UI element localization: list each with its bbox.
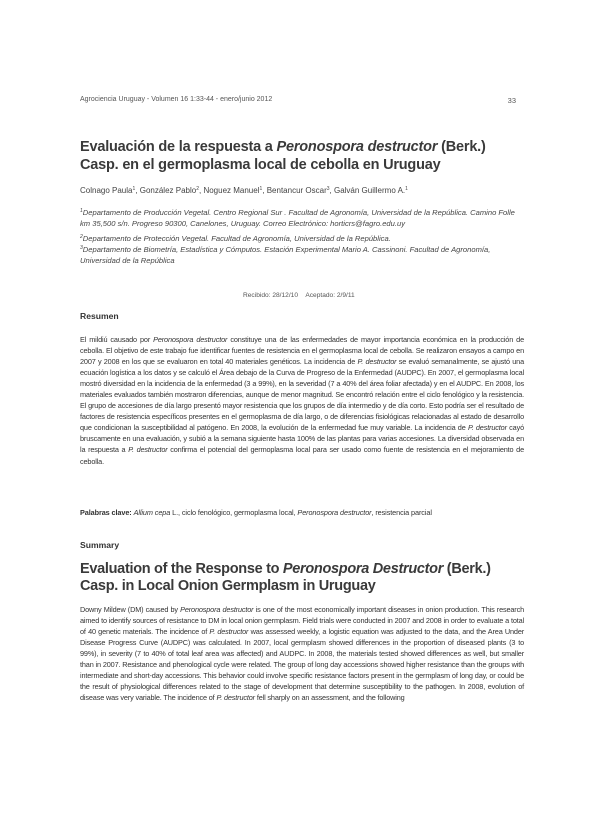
author: González Pablo — [139, 186, 197, 195]
author-sup: 1 — [259, 186, 263, 192]
affiliation-text: Departamento de Protección Vegetal. Facultad de Agronomía, Universidad de la República. — [82, 234, 391, 243]
article-title-english — [80, 561, 525, 595]
species-name: P. destructor — [467, 423, 507, 433]
keyword: , resistencia parcial — [371, 508, 432, 517]
title-text: (Berk.) Casp. en el germoplasma local de cebolla en Uruguay — [80, 139, 486, 173]
page-number: 33 — [507, 96, 516, 105]
summary-heading: Summary — [80, 540, 120, 550]
species-name: P. destructor — [209, 627, 249, 637]
author: Noguez Manuel — [203, 186, 260, 195]
running-head: Agrociencia Uruguay - Volumen 16 1:33-44 - enero/junio 2012 — [80, 96, 273, 103]
text-run: se evaluó semanalmente, se ajustó una ecuación logística a los datos y se calculó el Área debajo de la Curva de Progreso de la Enfermedad (AUDPC). En 2007, el germoplasma local mostró diversidad en la incidencia de la enfermedad (3 a 99%), en la severidad (7 a 40% del área foliar afectada) y en el AUDPC. En 2008, los materiales evaluados también mostraron diferencias, aunque de menor magnitud. Se encontró relación entre el ciclo fenológico y la resistencia. El grupo de accesiones de día largo presentó mayor resistencia que los grupos de día intermedio y de día corto. Esto podría ser el resultado de factores de resistencia específicos presentes en el germoplasma de día largo, o de diferencias fisiológicas relacionadas al estado de desarrollo que condicionan la susceptibilidad al patógeno. En 2008, la evolución de la enfermedad fue muy variable. La incidencia de — [80, 357, 524, 433]
author-sup: 2 — [196, 186, 199, 192]
title-text: (Berk.) Casp. in Local Onion Germplasm in Uruguay — [80, 561, 491, 594]
author: Galván Guillermo A. — [333, 186, 406, 195]
author-sup: 1 — [132, 186, 136, 192]
text-run: is one of the most economically important diseases in onion production. This research aimed to identify sources of resistance to DM in local onion germplasm. Field trials were conducted in 2007 and 2008 in order to evaluate a total of 40 genetic materials. The incidence of — [80, 605, 524, 637]
species-name: P. destructor — [357, 357, 397, 367]
received-accepted-dates — [243, 292, 355, 299]
affiliation-text: Departamento de Producción Vegetal. Centro Regional Sur . Facultad de Agronomía, Universidad de la República. Camino Folle km 35,500 s/n. Progreso 90300, Canelones, Uruguay. Correo Electrónico: horticrs@fagro.edu.uy — [80, 208, 515, 228]
title-text: Evaluation of the Response to — [80, 561, 283, 577]
resumen-paragraph — [80, 334, 524, 467]
text-run: was assessed weekly, a logistic equation was adjusted to the data, and the Area Under Disease Progress Curve (AUDPC) was calculated. In 2007, local germplasm showed differences in the proportion of diseased plants (3 to 99%), in severity (7 to 40% of total leaf area was affected) and AUDPC. In 2008, the materials tested showed differences as well, but smaller than in 2007. Resistance and phenological cycle were related. The group of long day accessions showed higher resistance than the groups with intermediate and short-day accessions. This behavior could involve specific resistance factors present in the germplasm of long day, or could be the result of physiological differences related to the stage of development that determine susceptibility to the pathogen. In 2008, evolution of disease was very variable. The incidence of — [80, 627, 525, 703]
author-sup: 3 — [326, 186, 330, 192]
author: Bentancur Oscar — [266, 186, 327, 195]
accepted-date: Aceptado: 2/9/11 — [305, 292, 355, 299]
species-name: Peronospora destructor — [153, 335, 228, 344]
keyword: Allium cepa — [133, 508, 171, 517]
text-run: constituye una de las enfermedades de mayor importancia económica en la producción de cebolla. El objetivo de este trabajo fue identificar fuentes de resistencia en el germoplasma local de cebolla. Se realizaron ensayos a campo en 2007 y 2008 en los que se evaluaron en total 40 materiales genéticos. La incidencia de — [80, 335, 524, 367]
affiliation-2 — [80, 234, 520, 245]
summary-paragraph — [80, 604, 524, 703]
species-name: P. destructor — [128, 445, 168, 455]
received-date: Recibido: 28/12/10 — [243, 292, 298, 299]
author-list: Colnago Paula$^1$, González Pablo$^2$, Noguez Manuel$^1$, Bentancur Oscar$^3$, Galván Guillermo A.$^1$ — [80, 186, 408, 195]
affiliation-sup: 3 — [80, 245, 83, 251]
title-species: Peronospora destructor — [276, 139, 438, 155]
affiliation-sup: 1 — [80, 208, 83, 214]
text-run: cayó bruscamente en una evaluación, y subió a la semana siguiente hasta 100% de las plantas para varias accesiones. La diversidad observada en la respuesta a — [80, 423, 524, 455]
affiliation-text: Departamento de Biometría, Estadística y Cómputos. Estación Experimental Mario A. Cassinoni. Facultad de Agronomía, Universidad de la República — [80, 245, 491, 265]
affiliation-3 — [80, 245, 520, 266]
species-name: P. destructor — [216, 693, 255, 703]
title-species: Peronospora Destructor — [282, 561, 444, 577]
keyword: Peronospora destructor — [297, 508, 372, 517]
text-run: Downy Mildew (DM) caused by — [80, 605, 181, 614]
resumen-heading: Resumen — [80, 311, 119, 321]
keywords-label: Palabras clave: — [80, 508, 134, 517]
author: Colnago Paula — [80, 186, 133, 195]
author-sup: 1 — [405, 186, 408, 192]
affiliation-sup: 2 — [80, 234, 83, 240]
species-name: Peronospora destructor — [180, 605, 254, 614]
text-run: confirma el potencial del germoplasma local para ser usado como fuente de resistencia en el mejoramiento de cebolla. — [80, 445, 524, 466]
text-run: El mildiú causado por — [80, 335, 154, 344]
affiliation-1 — [80, 208, 520, 229]
text-run: fell sharply on an assessment, and the following — [254, 693, 405, 703]
article-title-spanish — [80, 138, 520, 174]
title-text: Evaluación de la respuesta a — [80, 139, 277, 155]
keyword: L., ciclo fenológico, germoplasma local, — [170, 508, 298, 517]
keywords — [80, 508, 524, 517]
